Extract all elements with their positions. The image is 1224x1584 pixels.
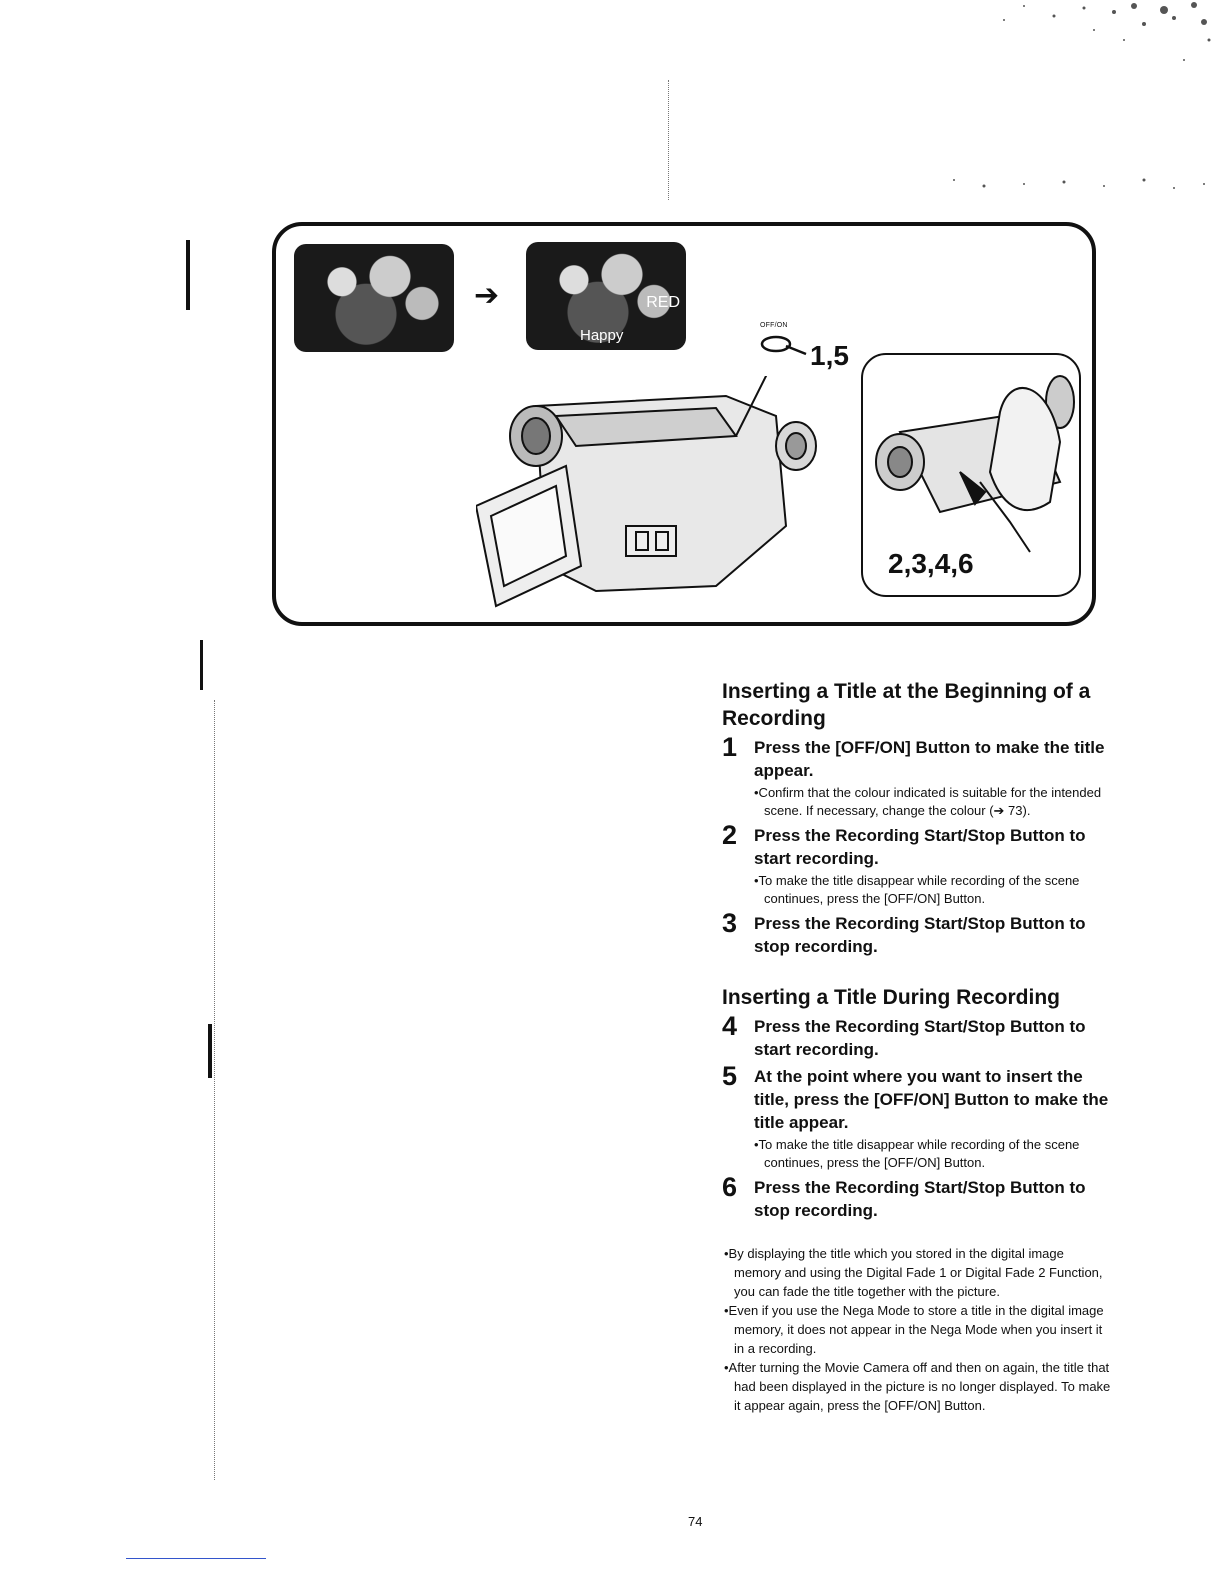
notes-list bbox=[722, 1244, 1112, 1415]
step-note: •To make the title disappear while recording of the scene continues, press the [OFF/ON] Button. bbox=[754, 873, 1080, 906]
instructions-column bbox=[722, 678, 1112, 1415]
step-title: Press the Recording Start/Stop Button to stop recording. bbox=[754, 914, 1086, 956]
screen-before-image bbox=[294, 244, 454, 352]
step-number: 4 bbox=[722, 1011, 738, 1041]
note-item: •By displaying the title which you stored in the digital image memory and using the Digital Fade 1 or Digital Fade 2 Function, you can fade the title together with the picture. bbox=[724, 1246, 1103, 1299]
step-item bbox=[722, 1172, 1112, 1222]
step-number: 3 bbox=[722, 908, 738, 938]
note-item: •Even if you use the Nega Mode to store a title in the digital image memory, it does not appear in the Nega Mode when you insert it in a recording. bbox=[724, 1303, 1104, 1356]
footer-rule bbox=[126, 1558, 266, 1559]
note-item: •After turning the Movie Camera off and then on again, the title that had been displayed in the picture is no longer displayed. To make it appear again, press the [OFF/ON] Button. bbox=[724, 1360, 1111, 1413]
scan-margin-line bbox=[214, 700, 215, 1480]
step-item bbox=[722, 820, 1112, 908]
section-heading-during: Inserting a Title During Recording bbox=[722, 986, 1060, 1009]
step-item bbox=[722, 732, 1112, 820]
illustration-panel bbox=[272, 222, 1096, 626]
scan-margin-mark bbox=[208, 1024, 212, 1078]
step-title: Press the [OFF/ON] Button to make the title appear. bbox=[754, 738, 1105, 780]
step-note: •To make the title disappear while recording of the scene continues, press the [OFF/ON] Button. bbox=[754, 1137, 1080, 1170]
step-item bbox=[722, 908, 1112, 958]
page-number: 74 bbox=[688, 1514, 703, 1529]
scan-noise bbox=[704, 0, 1224, 210]
step-number: 5 bbox=[722, 1061, 738, 1091]
callout-steps-1-5: 1,5 bbox=[810, 340, 849, 371]
step-number: 6 bbox=[722, 1172, 738, 1202]
title-colour-label: RED bbox=[646, 294, 680, 311]
step-title: Press the Recording Start/Stop Button to start recording. bbox=[754, 1017, 1086, 1059]
step-number: 1 bbox=[722, 732, 738, 762]
scan-margin-line bbox=[668, 80, 669, 200]
camcorder-drawing bbox=[476, 376, 856, 616]
scan-margin-mark bbox=[200, 640, 203, 690]
step-number: 2 bbox=[722, 820, 738, 850]
step-title: At the point where you want to insert the title, press the [OFF/ON] Button to make the title appear. bbox=[754, 1067, 1109, 1132]
step-title: Press the Recording Start/Stop Button to stop recording. bbox=[754, 1178, 1086, 1220]
section-heading-beginning: Inserting a Title at the Beginning of a Recording bbox=[722, 680, 1091, 730]
arrow-right-icon: ➔ bbox=[474, 278, 500, 313]
step-note: •Confirm that the colour indicated is suitable for the intended scene. If necessary, change the colour (➔ 73). bbox=[754, 785, 1102, 818]
step-item bbox=[722, 1061, 1112, 1172]
step-title: Press the Recording Start/Stop Button to start recording. bbox=[754, 826, 1086, 868]
title-text-sample: Happy bbox=[580, 327, 624, 344]
scan-margin-mark bbox=[186, 240, 190, 310]
screen-with-title-image bbox=[526, 242, 686, 350]
off-on-button-icon bbox=[760, 332, 810, 356]
callout-steps-2-3-4-6: 2,3,4,6 bbox=[888, 548, 974, 579]
button-caption: OFF/ON bbox=[760, 322, 788, 329]
step-item bbox=[722, 1011, 1112, 1061]
